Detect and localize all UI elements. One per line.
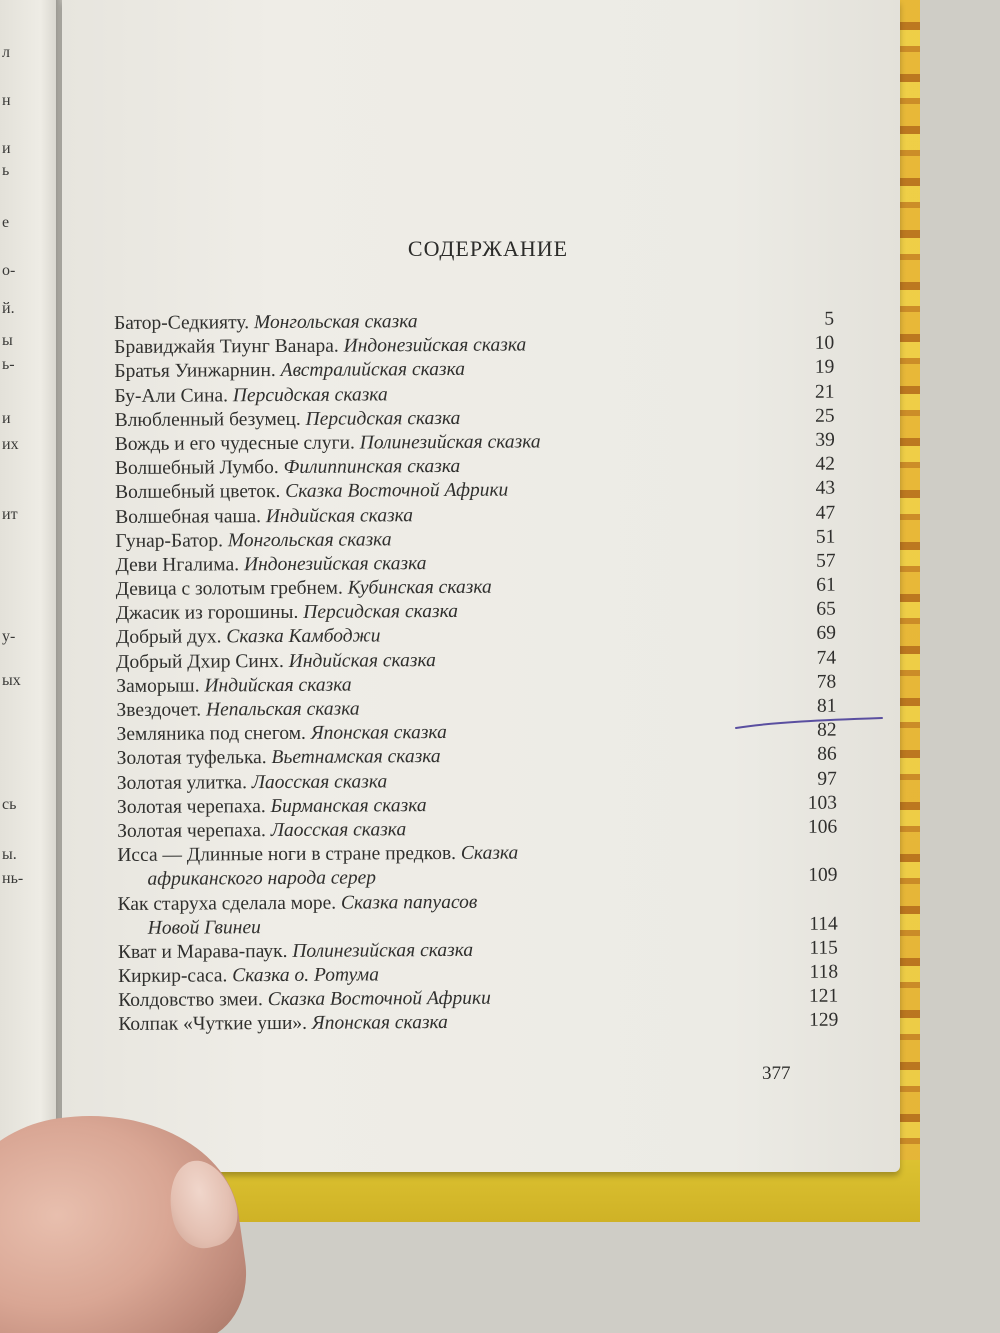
- toc-entry-title: [116, 698, 359, 723]
- toc-entry-title: [115, 552, 426, 578]
- toc-entry-origin: Персидская сказка: [232, 383, 388, 406]
- toc-entry-title: [115, 455, 460, 481]
- toc-entry-page: 78: [816, 671, 837, 693]
- left-page-text-fragment: нь-: [2, 870, 24, 887]
- toc-entry-title: [117, 842, 518, 868]
- toc-entry-origin: Японская сказка: [311, 1012, 448, 1035]
- toc-entry-title: [115, 430, 541, 457]
- toc-entry-name: Золотая улитка.: [116, 771, 252, 794]
- toc-entry-page: 5: [824, 308, 835, 330]
- toc-entry-origin: Сказка Камбоджи: [226, 625, 381, 648]
- toc-entry-title: [116, 600, 458, 626]
- toc-entry-page: 69: [816, 623, 837, 645]
- toc-entry-origin: Сказка: [460, 842, 519, 865]
- toc-entry-title: [114, 383, 387, 409]
- toc-entry-page: 86: [817, 743, 837, 766]
- toc-entry-page: 25: [815, 405, 835, 427]
- left-page-text-fragment: сь: [2, 796, 17, 813]
- toc-entry-page: 19: [814, 356, 835, 379]
- left-page-text-fragment: ы.: [2, 846, 17, 863]
- contents-page: [62, 0, 900, 1172]
- toc-entry-page: 118: [809, 961, 839, 983]
- toc-entry-page: 65: [816, 598, 836, 620]
- toc-entry-page: 39: [815, 429, 835, 451]
- toc-entry-name: Волшебный цветок.: [115, 481, 286, 504]
- toc-entry-origin: Персидская сказка: [303, 601, 459, 624]
- toc-entry-page: 51: [815, 526, 836, 548]
- toc-entry-name: Бу-Али Сина.: [114, 384, 233, 407]
- toc-entry-title: [115, 528, 391, 554]
- toc-entry-page: 81: [816, 695, 837, 717]
- left-page-text-fragment: е: [2, 214, 10, 231]
- toc-entry-origin: Сказка Восточной Африки: [267, 987, 491, 1011]
- toc-entry-name: Волшебная чаша.: [115, 505, 266, 528]
- toc-entry-title: [117, 770, 387, 796]
- toc-entry-origin: Индийская сказка: [265, 504, 414, 527]
- pen-underline-mark: [734, 710, 884, 734]
- left-page-text-fragment: ых: [2, 672, 21, 689]
- toc-entry-name: Влюбленный безумец.: [114, 408, 306, 431]
- toc-entry-title: [116, 649, 436, 675]
- left-page-text-fragment: ь-: [2, 356, 15, 373]
- left-page-text-fragment: и: [2, 140, 11, 157]
- toc-entry-title: [115, 479, 508, 505]
- toc-entry-name: Золотая черепаха.: [117, 819, 271, 842]
- toc-entry-page: 74: [816, 647, 837, 669]
- left-page-text-fragment: ь: [2, 162, 10, 179]
- toc-entry-name: Батор-Седкияту.: [114, 312, 255, 334]
- toc-entry-page: 121: [808, 985, 839, 1008]
- toc-entry-page: 129: [809, 1010, 839, 1032]
- toc-entry-page: 47: [815, 502, 836, 524]
- left-page-text-fragment: ы: [2, 332, 13, 349]
- toc-entry-title: [118, 1011, 448, 1037]
- toc-entry-origin: Австралийская сказка: [280, 359, 466, 382]
- toc-entry-title: [117, 721, 447, 747]
- toc-entry-origin: Полинезийская сказка: [359, 431, 541, 454]
- toc-entry-name: Добрый дух.: [115, 626, 227, 649]
- toc-entry-origin: Непальская сказка: [205, 698, 360, 721]
- toc-entry-name: Волшебный Лумбо.: [114, 457, 284, 480]
- toc-entry-name: Гунар-Батор.: [115, 529, 228, 552]
- toc-entry-origin: Кубинская сказка: [347, 576, 492, 599]
- toc-entry-title: [118, 987, 491, 1013]
- toc-entry-origin: Индийская сказка: [288, 649, 436, 672]
- toc-entry-title: [118, 890, 478, 916]
- left-page-text-fragment: их: [2, 436, 19, 453]
- toc-entry-origin: Японская сказка: [310, 722, 447, 744]
- toc-entry-page: 115: [809, 937, 838, 959]
- toc-entry-title: [115, 504, 413, 530]
- page-number: 377: [762, 1063, 791, 1084]
- toc-entry-title: [116, 576, 492, 602]
- toc-entry-origin: Монгольская сказка: [227, 528, 392, 551]
- left-page-text-fragment: л: [2, 44, 10, 61]
- toc-entry-page: 42: [815, 453, 836, 475]
- toc-entry-name: Земляника под снегом.: [116, 722, 311, 746]
- toc-entry-name: Джасик из горошины.: [115, 602, 304, 625]
- toc-entry-origin: Лаосская сказка: [251, 770, 388, 793]
- toc-entry-title: [117, 745, 441, 771]
- toc-entry-page: 57: [815, 550, 836, 572]
- toc-entry-origin: Персидская сказка: [305, 407, 461, 430]
- toc-entry-name: Деви Нгалима.: [115, 554, 245, 576]
- toc-entry-title: [116, 673, 351, 698]
- toc-entry-page: 10: [814, 332, 835, 354]
- toc-entry-origin: Сказка папуасов: [340, 891, 478, 914]
- toc-entry-origin: Сказка о. Ротума: [232, 964, 380, 987]
- toc-entry-title: [118, 963, 379, 989]
- toc-entry-page: 106: [807, 816, 838, 838]
- toc-entry-title: [115, 407, 461, 433]
- toc-entry-origin: Вьетнамская сказка: [271, 746, 441, 769]
- toc-entry-name: Девица с золотым гребнем.: [115, 577, 348, 601]
- left-page-text-fragment: ит: [2, 506, 18, 523]
- toc-entry-origin: Индонезийская сказка: [243, 552, 427, 576]
- toc-entry-origin: Филиппинская сказка: [283, 456, 461, 479]
- toc-entry-name: Кват и Марава-паук.: [117, 940, 293, 963]
- toc-entry-origin: Лаосская сказка: [270, 819, 407, 841]
- table-of-contents: [114, 307, 858, 1037]
- toc-entry-page: 109: [808, 864, 838, 887]
- toc-entry-page: 82: [817, 719, 837, 741]
- toc-entry-name: Бравиджайя Тиунг Ванара.: [114, 335, 344, 359]
- toc-entry-title: [114, 358, 465, 384]
- toc-entry-origin: Индонезийская сказка: [343, 334, 527, 357]
- toc-entry-origin-continued: африканского народа серер: [147, 867, 377, 891]
- toc-entry-name: Золотая туфелька.: [116, 747, 272, 770]
- toc-entry-name: Золотая черепаха.: [116, 795, 271, 818]
- toc-entry-origin-continued: Новой Гвинеи: [147, 916, 261, 939]
- left-page-text-fragment: и: [2, 410, 11, 427]
- toc-entry-title: [117, 794, 427, 820]
- left-page-text-fragment: о-: [2, 262, 16, 279]
- toc-entry-title: [114, 334, 526, 361]
- toc-entry-name: Киркир-саса.: [117, 965, 233, 988]
- toc-entry-origin: Бирманская сказка: [270, 794, 427, 817]
- toc-entry-origin: Монгольская сказка: [253, 311, 418, 334]
- toc-entry-title: [117, 818, 406, 844]
- left-facing-page: [0, 0, 58, 1180]
- toc-entry-title: [116, 625, 381, 651]
- toc-entry-page: 43: [815, 477, 836, 500]
- toc-entry-origin: Полинезийская сказка: [292, 939, 474, 962]
- toc-entry: [118, 1009, 858, 1038]
- toc-entry-name: Звездочет.: [116, 699, 207, 721]
- toc-entry-page: 21: [814, 381, 835, 403]
- toc-entry-page: 61: [816, 574, 836, 596]
- toc-entry-title: [114, 310, 418, 336]
- left-page-text-fragment: й.: [2, 300, 15, 317]
- toc-entry-name: Заморыш.: [116, 675, 205, 697]
- toc-entry-page: 97: [817, 768, 837, 790]
- toc-entry-name: Братья Уинжарнин.: [114, 360, 281, 383]
- toc-entry-name: Колдовство змеи.: [118, 989, 268, 1012]
- toc-entry-origin: Индийская сказка: [204, 674, 352, 697]
- toc-entry-origin: Сказка Восточной Африки: [285, 479, 509, 503]
- toc-entry-name: Добрый Дхир Синх.: [116, 650, 289, 673]
- toc-entry-page: 114: [809, 913, 838, 935]
- toc-entry-page: 103: [807, 792, 838, 814]
- toc-entry-name: Колпак «Чуткие уши».: [118, 1013, 312, 1036]
- toc-entry-title: [118, 939, 473, 965]
- toc-entry-name: Исса — Длинные ноги в стране предков.: [117, 843, 461, 867]
- left-page-text-fragment: у-: [2, 628, 16, 645]
- toc-entry-name: Вождь и его чудесные слуги.: [114, 432, 360, 455]
- toc-entry-name: Как старуха сделала море.: [117, 892, 342, 915]
- left-page-text-fragment: н: [2, 92, 11, 109]
- page-title: СОДЕРЖАНИЕ: [407, 236, 569, 261]
